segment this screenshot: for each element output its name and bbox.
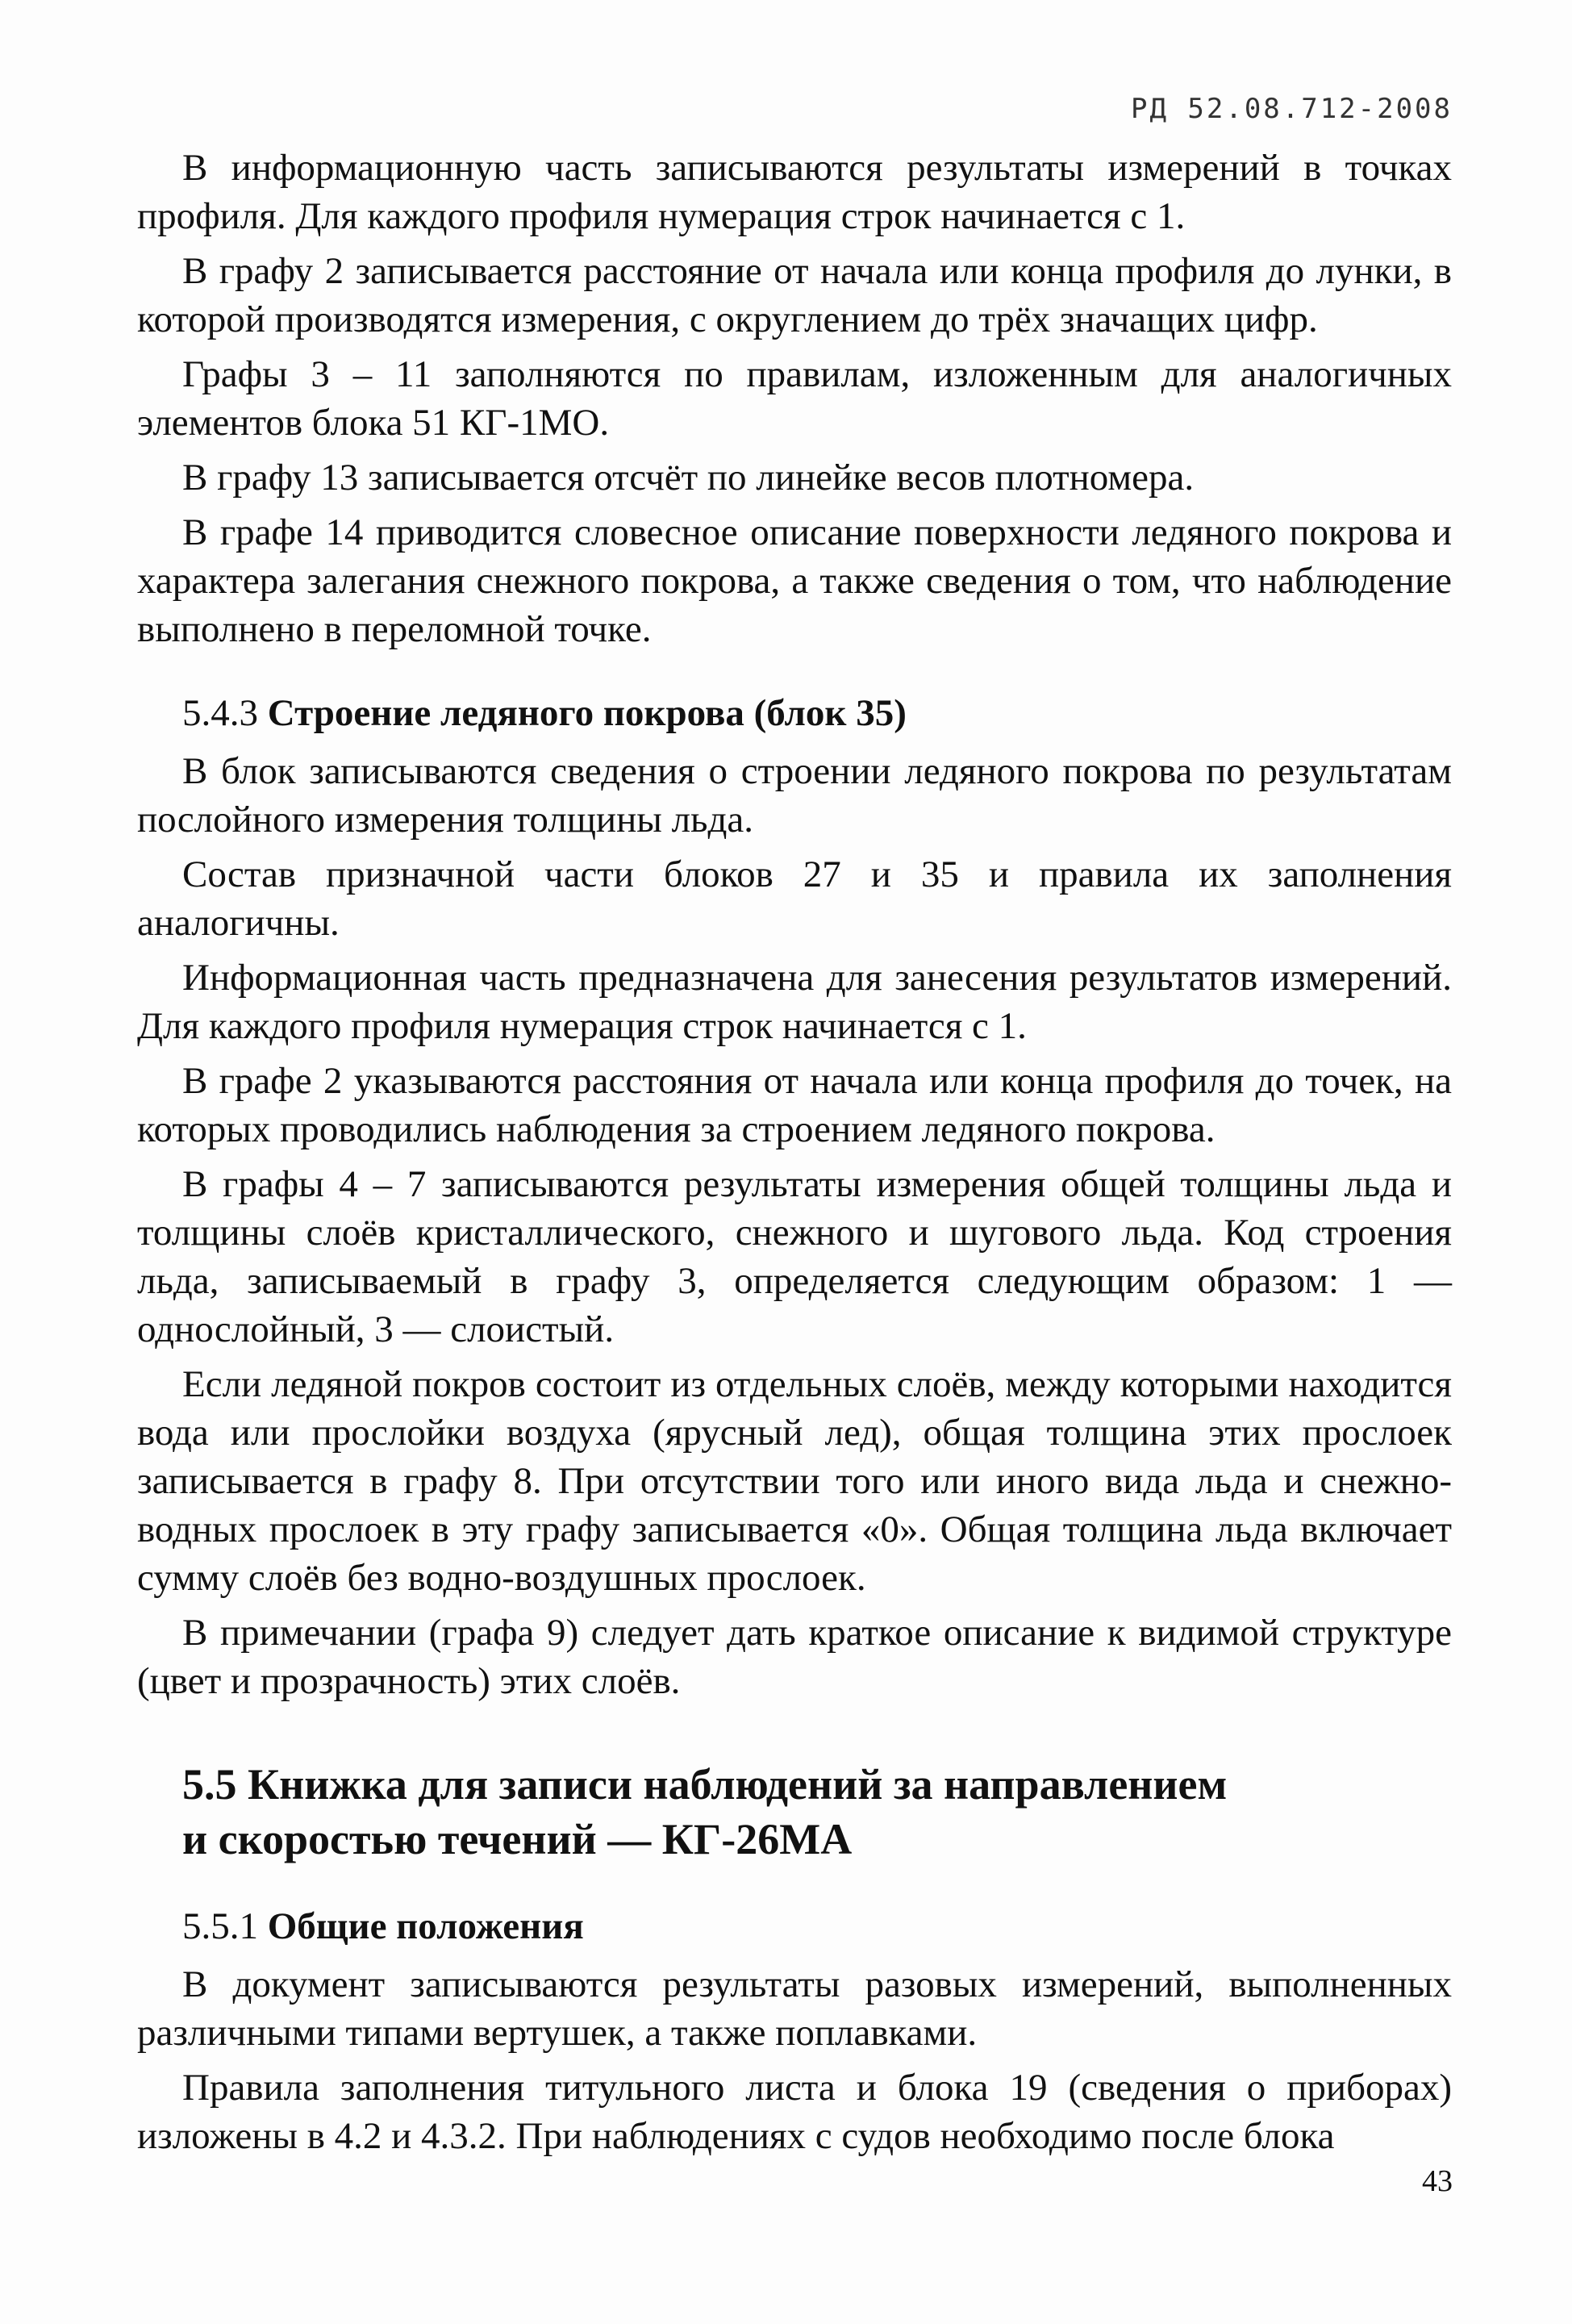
subsection-heading-543 xyxy=(182,689,1452,737)
paragraph: Состав призначной части блоков 27 и 35 и правила их заполнения аналогичны. xyxy=(137,853,1452,944)
paragraph: Графы 3 – 11 заполняются по правилам, изложенным для аналогичных элементов блока 51 КГ-1МО. xyxy=(137,353,1452,444)
paragraph: Правила заполнения титульного листа и блока 19 (сведения о приборах) изложены в 4.2 и 4.3.2. При наблюдениях с судов необходимо после блока xyxy=(137,2067,1452,2157)
subsection-title: Общие положения xyxy=(267,1905,584,1947)
document-header: РД 52.08.712-2008 xyxy=(1131,93,1453,125)
paragraph: В документ записываются результаты разовых измерений, выполненных различными типами вертушек, а также поплавками. xyxy=(137,1963,1452,2054)
section-heading-line: 5.5 Книжка для записи наблюдений за направлением xyxy=(182,1760,1228,1809)
section-heading-line: и скоростью течений — КГ-26МА xyxy=(182,1815,853,1863)
paragraph: В примечании (графа 9) следует дать краткое описание к видимой структуре (цвет и прозрачность) этих слоёв. xyxy=(137,1612,1452,1702)
page-number: 43 xyxy=(1422,2164,1453,2198)
paragraph: В информационную часть записываются результаты измерений в точках профиля. Для каждого профиля нумерация строк начинается с 1. xyxy=(137,147,1452,237)
paragraph: В графы 4 – 7 записываются результаты измерения общей толщины льда и толщины слоёв кристаллического, снежного и шугового льда. Код строения льда, записываемый в графу 3, определяется следующим образом: 1 — однослойный, 3 — слоистый. xyxy=(137,1163,1452,1350)
subsection-heading-551 xyxy=(182,1902,1452,1951)
subsection-number: 5.4.3 xyxy=(182,692,258,734)
paragraph: В графу 2 записывается расстояние от начала или конца профиля до лунки, в которой производятся измерения, с округлением до трёх значащих цифр. xyxy=(137,250,1452,340)
paragraph: В графе 14 приводится словесное описание поверхности ледяного покрова и характера залегания снежного покрова, а также сведения о том, что наблюдение выполнено в переломной точке. xyxy=(137,511,1452,650)
paragraph: В графе 2 указываются расстояния от начала или конца профиля до точек, на которых проводились наблюдения за строением ледяного покрова. xyxy=(137,1060,1452,1150)
page-content xyxy=(137,144,1452,2167)
subsection-number: 5.5.1 xyxy=(182,1905,258,1947)
paragraph: Информационная часть предназначена для занесения результатов измерений. Для каждого профиля нумерация строк начинается с 1. xyxy=(137,957,1452,1047)
section-heading-55 xyxy=(182,1757,1452,1867)
subsection-title: Строение ледяного покрова (блок 35) xyxy=(267,692,907,734)
paragraph: Если ледяной покров состоит из отдельных слоёв, между которыми находится вода или прослойки воздуха (ярусный лед), общая толщина этих прослоек записывается в графу 8. При отсутствии того или иного вида льда и снежно-водных прослоек в эту графу записывается «0». Общая толщина льда включает сумму слоёв без водно-воздушных прослоек. xyxy=(137,1363,1452,1599)
paragraph: В графу 13 записывается отсчёт по линейке весов плотномера. xyxy=(182,457,1195,499)
paragraph: В блок записываются сведения о строении ледяного покрова по результатам послойного измерения толщины льда. xyxy=(137,750,1452,841)
